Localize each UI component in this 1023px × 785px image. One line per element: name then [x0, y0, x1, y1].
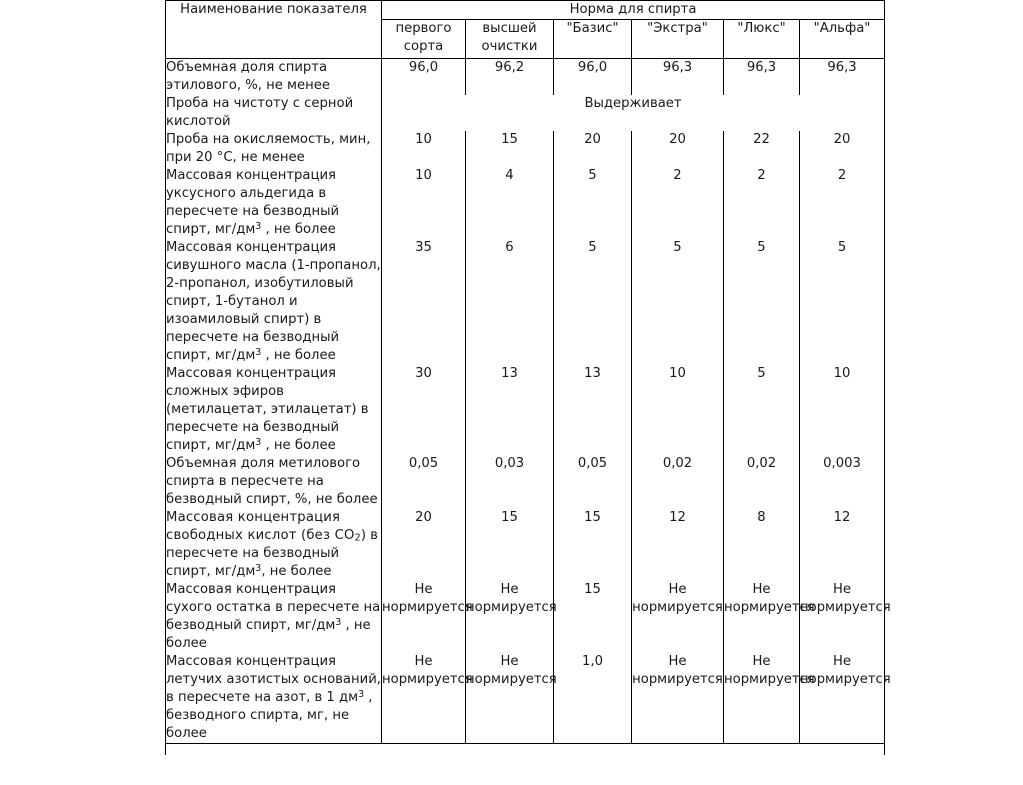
row-value-vysshey-ochistki: Не нормируется — [466, 581, 554, 653]
row-indicator-text: Проба на чистоту с серной кислотой — [166, 96, 354, 129]
row-indicator-superscript: 3 — [358, 689, 365, 701]
row-value-lyuks: 22 — [724, 131, 800, 167]
row-value-lyuks: Не нормируется — [724, 581, 800, 653]
row-value-bazis: 5 — [554, 239, 632, 365]
row-value-alfa: 2 — [800, 167, 885, 239]
row-value-bazis: 0,05 — [554, 455, 632, 509]
row-value-pervogo-sorta: 30 — [382, 365, 466, 455]
table-row — [166, 95, 885, 131]
row-value-lyuks: Не нормируется — [724, 653, 800, 744]
row-value-alfa: 20 — [800, 131, 885, 167]
row-indicator-text-main: Массовая концентрация летучих азотистых оснований, в пересчете на азот, в 1 дм — [166, 654, 381, 705]
row-indicator-text-main: Массовая концентрация сложных эфиров (метилацетат, этилацетат) в пересчете на безводный спирт, мг/дм — [166, 366, 369, 453]
row-value-alfa: 0,003 — [800, 455, 885, 509]
row-value-pervogo-sorta: 96,0 — [382, 59, 466, 96]
row-value-ekstra: 10 — [632, 365, 724, 455]
row-value-alfa: 10 — [800, 365, 885, 455]
header-column-lyuks: "Люкс" — [724, 20, 800, 59]
row-indicator-name — [166, 167, 382, 239]
row-value-bazis: 5 — [554, 167, 632, 239]
row-value-lyuks: 96,3 — [724, 59, 800, 96]
row-indicator-text-main: Массовая концентрация сухого остатка в пересчете на безводный спирт, мг/дм — [166, 582, 381, 633]
row-value-ekstra: Не нормируется — [632, 653, 724, 744]
table-row — [166, 509, 885, 581]
row-indicator-text-tail: , безводного спирта, мг, не более — [166, 690, 373, 741]
row-value-pervogo-sorta: Не нормируется — [382, 581, 466, 653]
row-indicator-name — [166, 365, 382, 455]
row-value-vysshey-ochistki: 15 — [466, 509, 554, 581]
row-indicator-name — [166, 95, 382, 131]
row-value-ekstra: 12 — [632, 509, 724, 581]
header-column-bazis: "Базис" — [554, 20, 632, 59]
table-header — [166, 1, 885, 59]
row-indicator-text-tail: , не более — [261, 564, 332, 579]
row-indicator-name — [166, 653, 382, 744]
specification-table-container — [165, 0, 891, 755]
row-value-lyuks: 5 — [724, 239, 800, 365]
row-value-alfa: Не нормируется — [800, 581, 885, 653]
header-norm-group: Норма для спирта — [382, 1, 885, 20]
row-value-alfa: 96,3 — [800, 59, 885, 96]
row-value-ekstra: 20 — [632, 131, 724, 167]
row-value-ekstra: 0,02 — [632, 455, 724, 509]
row-indicator-subscript-co2: 2 — [354, 532, 361, 544]
row-value-alfa: 5 — [800, 239, 885, 365]
row-indicator-superscript: 3 — [255, 221, 262, 233]
header-column-pervogo-sorta: первого сорта — [382, 20, 466, 59]
row-value-bazis: 1,0 — [554, 653, 632, 744]
row-indicator-superscript: 3 — [255, 563, 262, 575]
row-value-vysshey-ochistki: 96,2 — [466, 59, 554, 96]
row-indicator-name — [166, 581, 382, 653]
row-value-pervogo-sorta: Не нормируется — [382, 653, 466, 744]
row-value-pervogo-sorta: 20 — [382, 509, 466, 581]
table-row — [166, 653, 885, 744]
row-value-ekstra: 5 — [632, 239, 724, 365]
row-value-pervogo-sorta: 35 — [382, 239, 466, 365]
row-value-bazis: 13 — [554, 365, 632, 455]
row-value-vysshey-ochistki: 15 — [466, 131, 554, 167]
row-value-bazis: 15 — [554, 581, 632, 653]
clipped-row-cell — [166, 744, 885, 756]
row-value-pervogo-sorta: 0,05 — [382, 455, 466, 509]
row-value-bazis: 96,0 — [554, 59, 632, 96]
alcohol-specification-table — [165, 0, 891, 755]
row-value-lyuks: 0,02 — [724, 455, 800, 509]
row-indicator-text: Объемная доля спирта этилового, %, не менее — [166, 60, 330, 93]
row-value-bazis: 20 — [554, 131, 632, 167]
table-row — [166, 59, 885, 96]
row-indicator-name — [166, 131, 382, 167]
row-value-vysshey-ochistki: 6 — [466, 239, 554, 365]
table-row — [166, 455, 885, 509]
row-value-ekstra: 96,3 — [632, 59, 724, 96]
row-indicator-text-main: Массовая концентрация свободных кислот (без CO — [166, 510, 355, 543]
row-value-alfa: 12 — [800, 509, 885, 581]
row-indicator-superscript: 3 — [255, 437, 262, 449]
row-value-vysshey-ochistki: 4 — [466, 167, 554, 239]
row-value-vysshey-ochistki: Не нормируется — [466, 653, 554, 744]
row-value-ekstra: 2 — [632, 167, 724, 239]
table-row — [166, 365, 885, 455]
row-value-lyuks: 2 — [724, 167, 800, 239]
row-value-pervogo-sorta: 10 — [382, 167, 466, 239]
row-indicator-name — [166, 455, 382, 509]
header-row-top — [166, 1, 885, 20]
row-value-ekstra: Не нормируется — [632, 581, 724, 653]
row-value-alfa: Не нормируется — [800, 653, 885, 744]
row-indicator-text-tail: , не более — [261, 222, 336, 237]
row-value-lyuks: 5 — [724, 365, 800, 455]
header-column-ekstra: "Экстра" — [632, 20, 724, 59]
row-indicator-superscript: 3 — [335, 617, 342, 629]
row-value-vysshey-ochistki: 0,03 — [466, 455, 554, 509]
row-indicator-name — [166, 239, 382, 365]
row-value-lyuks: 8 — [724, 509, 800, 581]
row-indicator-text-main: Массовая концентрация сивушного масла (1-пропанол, 2-пропанол, изобутиловый спирт, 1-бутанол и изоамиловый спирт) в пересчете на безводный спирт, мг/дм — [166, 240, 381, 363]
row-indicator-text: Проба на окисляемость, мин, при 20 °C, не менее — [166, 132, 371, 165]
row-indicator-text: Объемная доля метилового спирта в пересчете на безводный спирт, %, не более — [166, 456, 378, 507]
row-indicator-text-tail: , не более — [166, 618, 371, 651]
table-row — [166, 239, 885, 365]
row-indicator-text-tail: , не более — [261, 348, 336, 363]
row-indicator-name — [166, 59, 382, 96]
row-value-vysshey-ochistki: 13 — [466, 365, 554, 455]
row-value-merged-all-grades: Выдерживает — [382, 95, 885, 131]
row-indicator-superscript: 3 — [255, 347, 262, 359]
header-column-vysshey-ochistki: высшей очистки — [466, 20, 554, 59]
row-indicator-text-main: Массовая концентрация уксусного альдегида в пересчете на безводный спирт, мг/дм — [166, 168, 340, 237]
table-body — [166, 59, 891, 756]
table-row — [166, 131, 885, 167]
table-row — [166, 581, 885, 653]
row-indicator-name — [166, 509, 382, 581]
row-indicator-text-mid: ) в пересчете на безводный спирт, мг/дм — [166, 528, 378, 579]
header-column-alfa: "Альфа" — [800, 20, 885, 59]
row-indicator-text-tail: , не более — [261, 438, 336, 453]
header-indicator-name: Наименование показателя — [166, 1, 382, 59]
row-value-pervogo-sorta: 10 — [382, 131, 466, 167]
table-row — [166, 167, 885, 239]
table-row-clipped — [166, 744, 885, 756]
row-value-bazis: 15 — [554, 509, 632, 581]
